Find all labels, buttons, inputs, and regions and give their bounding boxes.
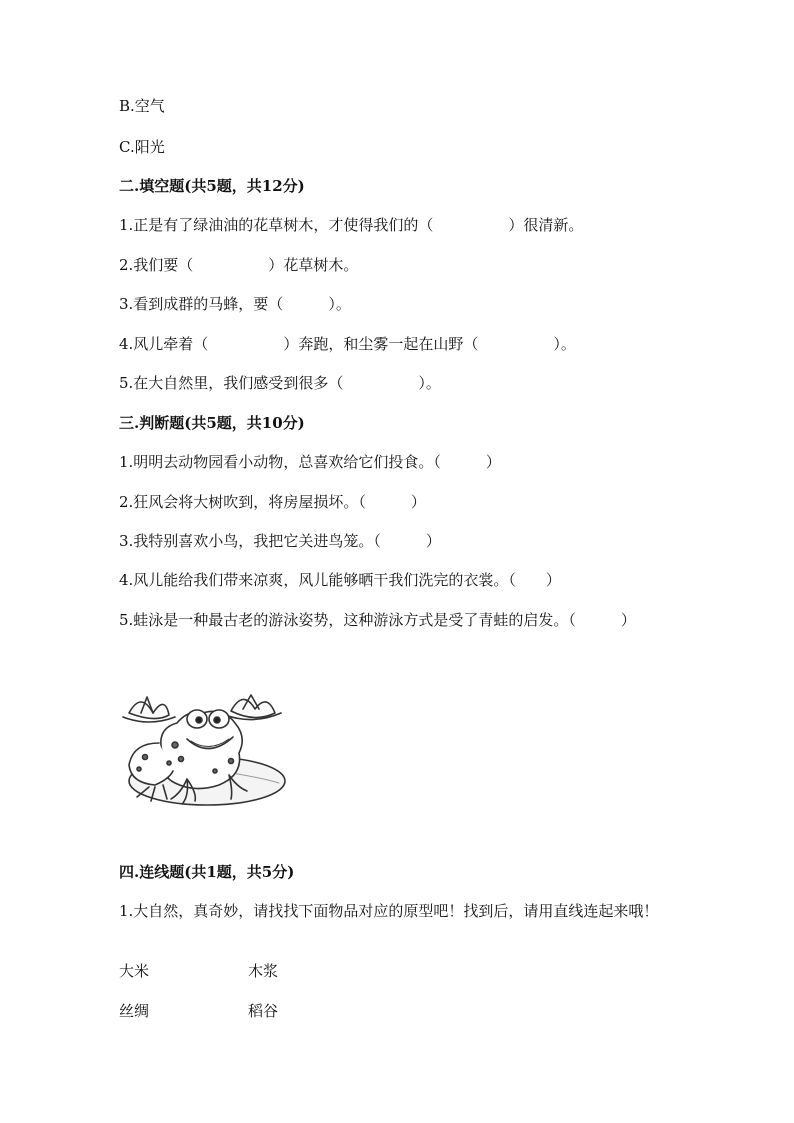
matching-question: 1.大自然，真奇妙，请找找下面物品对应的原型吧！找到后，请用直线连起来哦！: [119, 902, 659, 920]
true-false-question-5: 5.蛙泳是一种最古老的游泳姿势，这种游泳方式是受了青蛙的启发。（ ）: [119, 611, 636, 629]
matching-heading: 四.连线题(共1题，共5分): [119, 863, 295, 881]
match-right-item-1[interactable]: 木浆: [248, 962, 279, 980]
fill-blank-question-1: 1.正是有了绿油油的花草树木，才使得我们的（ ）很清新。: [119, 216, 584, 234]
fill-blank-heading: 二.填空题(共5题，共12分): [119, 177, 305, 195]
fill-blank-question-5: 5.在大自然里，我们感受到很多（ ）。: [119, 374, 441, 392]
option-c: C.阳光: [119, 138, 165, 156]
match-left-item-1[interactable]: 大米: [119, 962, 150, 980]
true-false-question-1: 1.明明去动物园看小动物，总喜欢给它们投食。（ ）: [119, 453, 501, 471]
fill-blank-question-3: 3.看到成群的马蜂，要（ ）。: [119, 295, 351, 313]
fill-blank-question-2: 2.我们要（ ）花草树木。: [119, 256, 359, 274]
true-false-question-3: 3.我特别喜欢小鸟，我把它关进鸟笼。（ ）: [119, 532, 441, 550]
true-false-question-4: 4.风儿能给我们带来凉爽，风儿能够晒干我们洗完的衣裳。（ ）: [119, 571, 561, 589]
true-false-heading: 三.判断题(共5题，共10分): [119, 414, 305, 432]
fill-blank-question-4: 4.风儿牵着（ ）奔跑，和尘雾一起在山野（ ）。: [119, 335, 576, 353]
match-left-item-2[interactable]: 丝绸: [119, 1002, 150, 1020]
true-false-question-2: 2.狂风会将大树吹到，将房屋损坏。（ ）: [119, 493, 426, 511]
match-right-item-2[interactable]: 稻谷: [248, 1002, 279, 1020]
option-b: B.空气: [119, 97, 165, 115]
frog-on-lily-pad-icon: [119, 683, 289, 813]
